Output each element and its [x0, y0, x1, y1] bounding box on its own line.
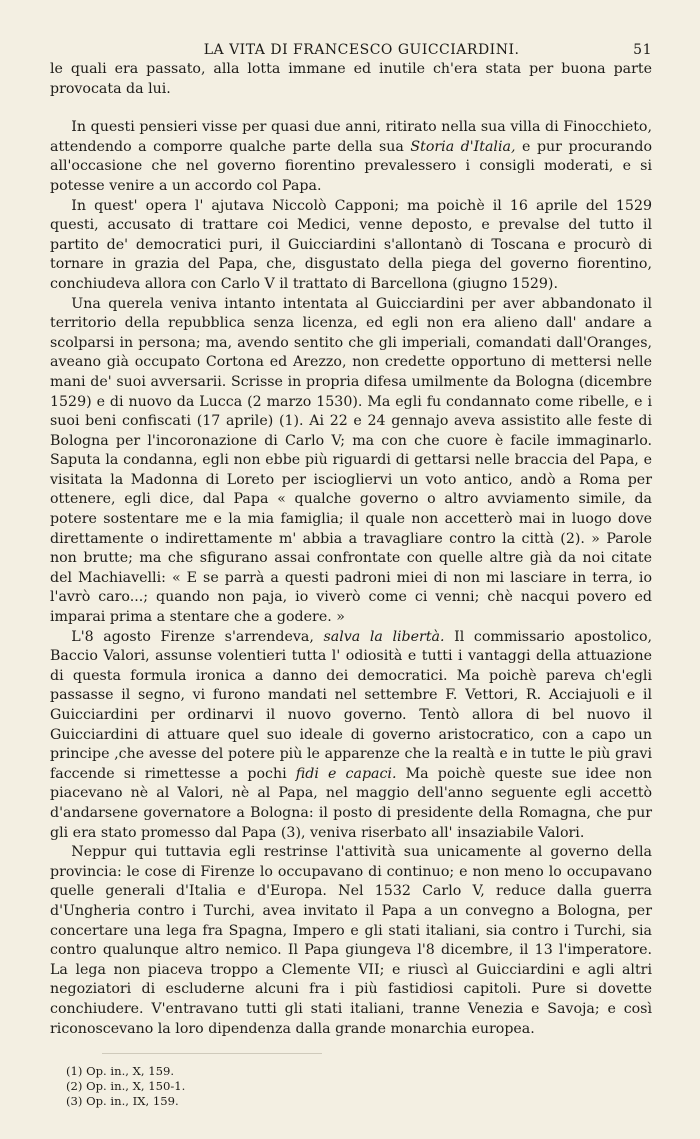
paragraph-2-text: In questi pensieri visse per quasi due anni, ritirato nella sua villa di Finocchieto, attendendo a comporre qualche parte della sua [50, 119, 652, 155]
paragraph-2-rest: e pur procurando all'occasione che nel governo fiorentino prevalessero i consigli moderati, e si potesse venire a un accordo col Papa. [50, 138, 652, 194]
paragraph-5-end: Ma poichè queste sue idee non piacevano nè al Valori, nè al Papa, nel maggio dell'anno seguente egli accettò d'andarsene governatore a Bologna: il posto di presidente della Romagna, che pur gli era stato promesso dal Papa (3), veniva riserbato all' insaziabile Valori. [50, 765, 652, 841]
footnote-2: (2) Op. in., X, 150-1. [66, 1079, 186, 1094]
paragraph-5 [50, 628, 652, 844]
running-title: LA VITA DI FRANCESCO GUICCIARDINI. [203, 42, 520, 58]
paragraph-4: Una querela veniva intanto intentata al Guicciardini per aver abbandonato il territorio della repubblica senza licenza, ed egli non era alieno dall' andare a scolparsi in persona; ma, avendo sentito che gli imperiali, comandati dall'Oranges, aveano già occupato Cortona ed Arezzo, non credette opportuno di mettersi nelle mani de' suoi avversarii. Scrisse in propria difesa umilmente da Bologna (dicembre 1529) e di nuovo da Lucca (2 marzo 1530). Ma egli fu condannato come ribelle, e i suoi beni confiscati (17 aprile) (1). Ai 22 e 24 gennajo aveva assistito alle feste di Bologna per l'incoronazione di Carlo V; ma con che cuore è facile immaginarlo. Saputa la condanna, egli non ebbe più riguardi di gettarsi nelle braccia del Papa, e visitata la Madonna di Loreto per isciogliervi un voto antico, andò a Roma per ottenere, egli dice, dal Papa « qualche governo o altro avviamento simile, da potere sostentare me e la mia famiglia; il quale non accetterò mai in luogo dove direttamente o indirettamente m' abbia a travagliare contro la città (2). » Parole non brutte; ma che sfigurano assai confrontate con quelle altre già da noi citate del Machiavelli: « E se parrà a questi padroni miei di non mi lasciare in terra, io l'avrò caro...; quando non paja, io viverò come ci venni; chè nacqui povero ed imparai prima a stentare che a godere. » [50, 295, 652, 626]
running-header [50, 42, 652, 58]
phrase-italic: fidi e capaci. [295, 765, 397, 782]
book-title-italic: Storia d'Italia, [410, 138, 516, 155]
paragraph-2 [50, 118, 652, 196]
paragraph-1: le quali era passato, alla lotta immane ed inutile ch'era stata per buona parte provocata da lui. [50, 61, 652, 97]
footnote-divider [102, 1053, 322, 1054]
paragraph-6: Neppur qui tuttavia egli restrinse l'attività sua unicamente al governo della provincia: le cose di Firenze lo occupavano di continuo; e non meno lo occupavano quelle generali d'Italia e d'Europa. Nel 1532 Carlo V, reduce dalla guerra d'Ungheria contro i Turchi, avea invitato il Papa a un convegno a Bologna, per concertare una lega fra Spagna, Impero e gli stati italiani, sia contro i Turchi, sia contro qualunque altro nemico. Il Papa giungeva l'8 dicembre, il 13 l'imperatore. La lega non piaceva troppo a Clemente VII; e riuscì al Guicciardini e agli altri negoziatori di escluderne alcuni fra i più fastidiosi capitoli. Pure si dovette conchiudere. V'entravano tutti gli stati italiani, tranne Venezia e Savoja; e così riconoscevano la loro dipendenza dalla grande monarchia europea. [50, 844, 652, 1037]
body-text [50, 60, 652, 1039]
page-number: 51 [633, 42, 652, 58]
paragraph-5-mid: Il commissario apostolico, Baccio Valori, assunse volentieri tutta l' odiosità e tutti i vantaggi della attuazione di questa formula ironica a danno dei democratici. Ma poichè pareva ch'egli passasse il segno, vi furono mandati nel settembre F. Vettori, R. Acciajuoli e il Guicciardini per ordinarvi il nuovo governo. Tentò allora di bel nuovo il Guicciardini di attuare quel suo ideale di governo aristocratico, con a capo un principe ,che avesse del potere più le apparenze che la realtà e in tutte le più gravi faccende si rimettesse a pochi [50, 628, 652, 782]
footnote-3: (3) Op. in., IX, 159. [66, 1094, 179, 1109]
motto-italic: salva la libertà. [323, 628, 445, 645]
paragraph-5-text: L'8 agosto Firenze s'arrendeva, [71, 628, 324, 645]
footnotes [50, 1064, 652, 1109]
footnote-1: (1) Op. in., X, 159. [66, 1064, 175, 1079]
paragraph-3: In quest' opera l' ajutava Niccolò Capponi; ma poichè il 16 aprile del 1529 questi, accusato di trattare coi Medici, venne deposto, e prevalse del tutto il partito de' democratici puri, il Guicciardini s'allontanò di Toscana e procurò di tornare in grazia del Papa, che, disgustato della piega del governo fiorentino, conchiudeva allora con Carlo V il trattato di Barcellona (giugno 1529). [50, 197, 652, 292]
